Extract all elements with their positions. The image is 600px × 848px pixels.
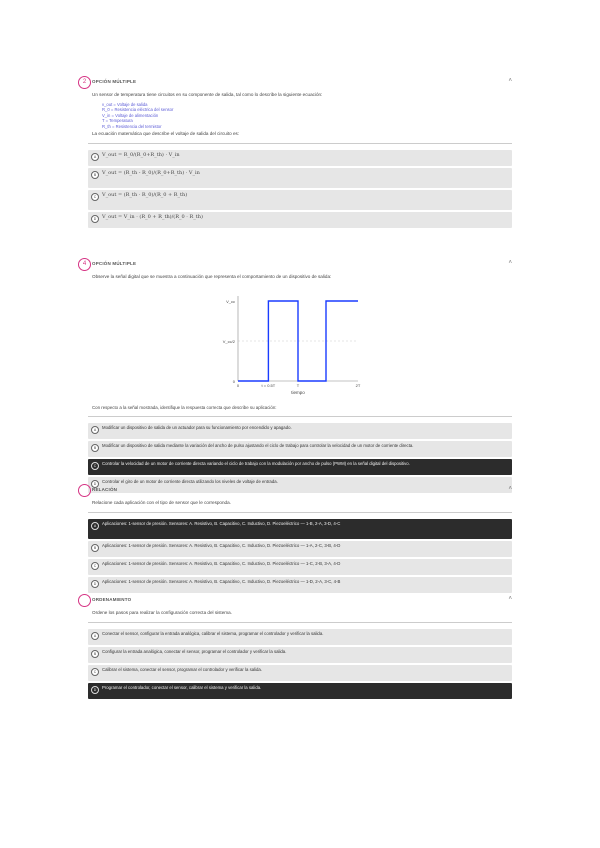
option-text: Modificar un dispositivo de salida mediante la variación del ancho de pulso ajustando el ciclo de trabajo para controlar la velocidad de un motor de corriente directa. (102, 443, 414, 448)
definition-list (102, 102, 512, 129)
option-d[interactable] (88, 577, 512, 593)
question-header (78, 594, 512, 608)
signal-svg (218, 286, 368, 396)
question-type: ORDENAMIENTO (92, 597, 132, 602)
question-number (78, 484, 91, 497)
option-c[interactable] (88, 190, 512, 210)
option-text: Aplicaciones: 1-sensor de presión. Sensores: A. Resistivo, B. Capacitivo, C. Inductivo, D. Piezoeléctrico — 1-C, 2-B, 3-A, 4-D (102, 561, 341, 566)
definition-item: T = Temperatura (102, 118, 133, 124)
question-ordenamiento (78, 594, 512, 699)
definition-item: V_in = Voltaje de alimentación (102, 112, 159, 118)
question-instruction: La ecuación matemática que describe el voltaje de salida del circuito es: (92, 131, 240, 137)
radio-icon[interactable]: C (91, 462, 99, 470)
signal-chart (218, 286, 512, 401)
x-tick-label: 2T (355, 383, 361, 388)
question-2 (78, 76, 512, 228)
option-b[interactable] (88, 168, 512, 188)
option-text: V_out = R_0/(R_0+R_th) · V_in (102, 152, 180, 159)
option-d[interactable] (88, 212, 512, 228)
option-text: V_out = V_in · (R_0 + R_th)/(R_0 · R_th) (102, 214, 203, 221)
divider (88, 143, 512, 144)
option-text: Aplicaciones: 1-sensor de presión. Sensores: A. Resistivo, B. Capacitivo, C. Inductivo, D. Piezoeléctrico — 1-A, 2-C, 3-B, 4-D (102, 543, 341, 548)
radio-icon[interactable]: D (91, 480, 99, 488)
option-c[interactable] (88, 665, 512, 681)
option-text: V_out = (R_th · R_0)/(R_0 + R_th) (102, 192, 188, 199)
collapse-chevron-icon[interactable]: ˄ (508, 78, 512, 84)
radio-icon[interactable]: C (91, 562, 99, 570)
option-a[interactable] (88, 150, 512, 166)
question-header (78, 258, 512, 272)
y-tick-label: V_cc/2 (222, 339, 235, 344)
question-prompt: Relacione cada aplicación con el tipo de sensor que le corresponda. (92, 500, 231, 505)
definition-item: R_th = Resistencia del termistor (102, 123, 162, 129)
question-type: OPCIÓN MÚLTIPLE (92, 79, 137, 84)
question-header (78, 484, 512, 498)
option-text: Aplicaciones: 1-sensor de presión. Sensores: A. Resistivo, B. Capacitivo, C. Inductivo, D. Piezoeléctrico — 1-B, 2-A, 3-D, 4-C (102, 521, 341, 526)
radio-icon[interactable]: B (91, 171, 99, 179)
divider (88, 622, 512, 623)
option-b[interactable] (88, 541, 512, 557)
question-4 (78, 258, 512, 493)
option-text: Conectar el sensor, configurar la entrada analógica, calibrar el sistema, programar el controlador y verificar la salida. (102, 631, 324, 636)
divider (88, 512, 512, 513)
x-tick-label: t = 0.5T (261, 383, 276, 388)
radio-icon[interactable]: A (91, 632, 99, 640)
option-a[interactable] (88, 423, 512, 439)
option-c[interactable] (88, 559, 512, 575)
option-b[interactable] (88, 441, 512, 457)
definition-item: R_0 = Resistencia eléctrica del sensor (102, 107, 174, 113)
collapse-chevron-icon[interactable]: ˄ (508, 596, 512, 602)
radio-icon[interactable]: A (91, 426, 99, 434)
question-caption: Con respecto a la señal mostrada, identifique la respuesta correcta que describe su aplicación: (92, 405, 277, 410)
option-a[interactable] (88, 629, 512, 645)
question-prompt: Ordene los pasos para realizar la configuración correcta del sistema. (92, 610, 232, 615)
option-text: Aplicaciones: 1-sensor de presión. Sensores: A. Resistivo, B. Capacitivo, C. Inductivo, D. Piezoeléctrico — 1-D, 2-A, 3-C, 4-B (102, 579, 341, 584)
question-type: RELACIÓN (92, 487, 118, 492)
radio-icon[interactable]: A (91, 522, 99, 530)
question-type: OPCIÓN MÚLTIPLE (92, 261, 137, 266)
x-axis-label: tiempo (291, 390, 305, 395)
radio-icon[interactable]: B (91, 650, 99, 658)
option-a[interactable] (88, 519, 512, 539)
option-text: V_out = (R_th - R_0)/(R_0+R_th) · V_in (102, 170, 200, 177)
option-c[interactable] (88, 459, 512, 475)
option-text: Controlar el giro de un motor de corriente directa utilizando los niveles de voltaje de entrada. (102, 479, 278, 484)
option-text: Calibrar el sistema, conectar el sensor, programar el controlador y verificar la salida. (102, 667, 263, 672)
question-number (78, 594, 91, 607)
radio-icon[interactable]: D (91, 215, 99, 223)
question-prompt: Observe la señal digital que se muestra a continuación que representa el comportamiento de un dispositivo de salida: (92, 274, 332, 279)
option-d[interactable] (88, 683, 512, 699)
radio-icon[interactable]: C (91, 193, 99, 201)
collapse-chevron-icon[interactable]: ˄ (508, 260, 512, 266)
option-text: Configurar la entrada analógica, conectar el sensor, programar el controlador y verificar la salida. (102, 649, 287, 654)
y-tick-label: 0 (232, 379, 235, 384)
definition-item: v_out = Voltaje de salida (102, 102, 148, 107)
option-b[interactable] (88, 647, 512, 663)
divider (88, 416, 512, 417)
option-text: Modificar un dispositivo de salida de un actuador para su funcionamiento por encendido y apagado. (102, 425, 292, 430)
option-text: Controlar la velocidad de un motor de corriente directa variando el ciclo de trabajo con la modulación por ancho de pulso (PWM) en la señal digital del dispositivo. (102, 461, 410, 466)
option-text: Programar el controlador, conectar el sensor, calibrar el sistema y verificar la salida. (102, 685, 262, 690)
x-tick-label: T (296, 383, 300, 388)
radio-icon[interactable]: B (91, 444, 99, 452)
question-number: 2 (78, 76, 91, 89)
y-tick-label: V_cc (226, 299, 235, 304)
radio-icon[interactable]: D (91, 580, 99, 588)
question-relacion (78, 484, 512, 593)
radio-icon[interactable]: B (91, 544, 99, 552)
radio-icon[interactable]: C (91, 668, 99, 676)
x-tick-label: 0 (236, 383, 240, 388)
question-header (78, 76, 512, 90)
collapse-chevron-icon[interactable]: ˄ (508, 486, 512, 492)
radio-icon[interactable]: D (91, 686, 99, 694)
radio-icon[interactable]: A (91, 153, 99, 161)
question-prompt: Un sensor de temperatura tiene circuitos en su componente de salida, tal como lo describe la siguiente ecuación: (92, 92, 323, 97)
question-number: 4 (78, 258, 91, 271)
